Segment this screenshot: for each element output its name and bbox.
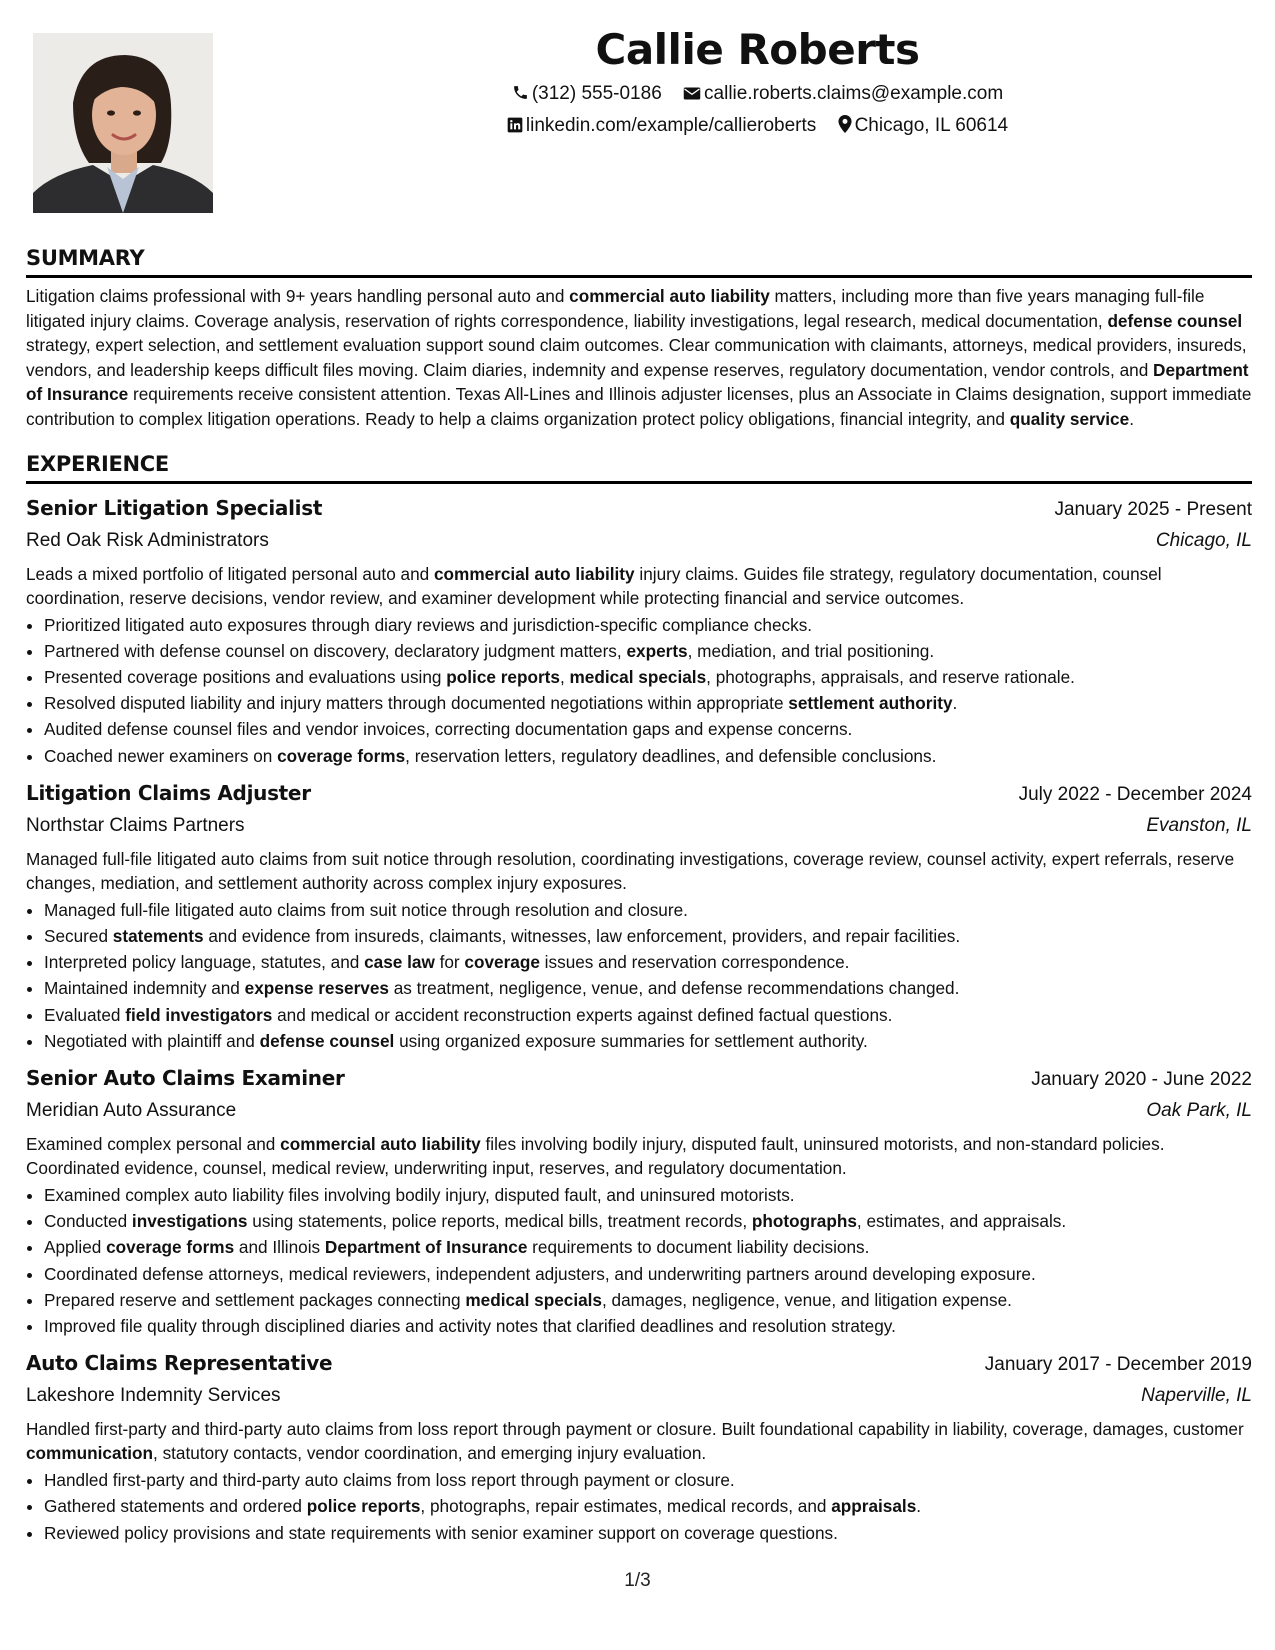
summary-text: . bbox=[1129, 408, 1134, 429]
job-dates: July 2022 - December 2024 bbox=[1018, 783, 1252, 805]
bullet-item bbox=[44, 1467, 1252, 1493]
bullet-keyword: coverage forms bbox=[277, 745, 406, 766]
job-header-row bbox=[26, 1347, 1252, 1381]
desc-keyword: communication bbox=[26, 1443, 154, 1464]
bullet-text: Negotiated with plaintiff and bbox=[44, 1030, 260, 1051]
bullet-keyword: coverage bbox=[464, 952, 540, 973]
bullet-item bbox=[44, 716, 1252, 742]
contact-phone[interactable] bbox=[512, 78, 662, 110]
bullet-keyword: experts bbox=[626, 640, 688, 661]
bullet-keyword: coverage forms bbox=[106, 1237, 235, 1258]
bullet-keyword: expense reserves bbox=[244, 978, 389, 999]
job-description bbox=[26, 1132, 1252, 1180]
bullet-item bbox=[44, 1028, 1252, 1054]
bullet-item bbox=[44, 1002, 1252, 1028]
summary-heading: SUMMARY bbox=[26, 244, 1252, 278]
bullet-item bbox=[44, 1234, 1252, 1260]
bullet-item bbox=[44, 1182, 1252, 1208]
summary-text: matters, including more than five years managing full-file litigated injury claims. Coverage analysis, reservation of rights correspondence, liability investigations, legal research, medical documentation, bbox=[26, 286, 1205, 331]
job-entry bbox=[26, 1347, 1252, 1546]
bullet-text: Prepared reserve and settlement packages connecting bbox=[44, 1289, 466, 1310]
bullet-keyword: investigations bbox=[131, 1211, 248, 1232]
bullet-keyword: medical specials bbox=[465, 1289, 602, 1310]
bullet-text: Coordinated defense attorneys, medical reviewers, independent adjusters, and underwriting partners around developing exposure. bbox=[44, 1263, 1036, 1284]
job-header-row bbox=[26, 492, 1252, 526]
summary-keyword: Department of Insurance bbox=[26, 359, 1249, 405]
job-company-row bbox=[26, 1096, 1252, 1126]
envelope-icon bbox=[683, 86, 701, 101]
bullet-text: Gathered statements and ordered bbox=[44, 1496, 307, 1517]
job-description bbox=[26, 847, 1252, 895]
bullet-text: , bbox=[559, 666, 570, 687]
job-bullets bbox=[26, 612, 1252, 769]
bullet-text: Handled first-party and third-party auto claims from loss report through payment or closure. bbox=[44, 1470, 735, 1491]
bullet-keyword: field investigators bbox=[125, 1004, 273, 1025]
bullet-text: and evidence from insureds, claimants, witnesses, law enforcement, providers, and repair facilities. bbox=[203, 925, 961, 946]
bullet-item bbox=[44, 1520, 1252, 1546]
contact-location bbox=[838, 110, 1009, 142]
bullet-text: Maintained indemnity and bbox=[44, 978, 245, 999]
bullet-item bbox=[44, 743, 1252, 769]
bullet-item bbox=[44, 1287, 1252, 1313]
bullet-item bbox=[44, 1261, 1252, 1287]
linkedin-text: linkedin.com/example/callieroberts bbox=[525, 115, 817, 136]
bullet-text: Coached newer examiners on bbox=[44, 745, 278, 766]
desc-text: Handled first-party and third-party auto claims from loss report through payment or closure. Built foundational capability in liability, coverage, damages, customer bbox=[26, 1419, 1244, 1440]
bullet-text: , damages, negligence, venue, and litigation expense. bbox=[602, 1289, 1012, 1310]
job-location: Oak Park, IL bbox=[1146, 1100, 1252, 1121]
experience-list bbox=[26, 492, 1252, 1546]
job-title: Senior Litigation Specialist bbox=[26, 495, 323, 520]
job-dates: January 2020 - June 2022 bbox=[1031, 1069, 1252, 1090]
bullet-text: Resolved disputed liability and injury matters through documented negotiations within appropriate bbox=[44, 693, 789, 714]
job-header-row bbox=[26, 1062, 1252, 1096]
map-pin-icon bbox=[838, 115, 852, 133]
bullet-text: , photographs, appraisals, and reserve rationale. bbox=[706, 666, 1075, 687]
bullet-item bbox=[44, 923, 1252, 949]
bullet-keyword: Department of Insurance bbox=[324, 1237, 528, 1258]
phone-icon bbox=[512, 84, 529, 101]
job-location: Chicago, IL bbox=[1155, 529, 1252, 551]
bullet-text: , photographs, repair estimates, medical records, and bbox=[420, 1496, 832, 1517]
job-title: Auto Claims Representative bbox=[26, 1351, 333, 1376]
job-bullets bbox=[26, 1182, 1252, 1339]
job-title: Litigation Claims Adjuster bbox=[26, 780, 311, 805]
bullet-item bbox=[44, 638, 1252, 664]
job-description bbox=[26, 562, 1252, 610]
bullet-text: using organized exposure summaries for settlement authority. bbox=[394, 1030, 868, 1051]
bullet-text: Presented coverage positions and evaluations using bbox=[44, 666, 447, 687]
contact-line-1 bbox=[240, 78, 1275, 110]
summary-text: strategy, expert selection, and settlement evaluation support sound claim outcomes. Clear communication with claimants, attorneys, medical providers, insureds, vendors, and leadership keeps difficult files moving. Claim diaries, indemnity and expense reserves, regulatory documentation, vendor controls, and bbox=[26, 335, 1247, 380]
bullet-text: Conducted bbox=[44, 1211, 132, 1232]
bullet-text: issues and reservation correspondence. bbox=[539, 952, 850, 973]
bullet-text: . bbox=[916, 1496, 922, 1517]
desc-text: files involving bodily injury, disputed fault, uninsured motorists, and non-standard policies. Coordinated evidence, counsel, medical review, underwriting input, reserves, and regulatory documentation. bbox=[26, 1134, 1165, 1178]
desc-text: injury claims. Guides file strategy, regulatory documentation, counsel coordination, reserve decisions, vendor review, and examiner development while protecting financial and service outcomes. bbox=[26, 563, 1162, 608]
bullet-keyword: police reports bbox=[446, 666, 560, 687]
job-location: Naperville, IL bbox=[1141, 1385, 1252, 1407]
contact-line-2 bbox=[240, 110, 1275, 142]
bullet-text: and medical or accident reconstruction experts against defined factual questions. bbox=[272, 1004, 893, 1025]
bullet-item bbox=[44, 1208, 1252, 1234]
bullet-text: requirements to document liability decisions. bbox=[527, 1237, 870, 1258]
job-company-row bbox=[26, 526, 1252, 556]
portrait-illustration bbox=[33, 33, 213, 213]
bullet-text: , mediation, and trial positioning. bbox=[687, 640, 935, 661]
job-entry bbox=[26, 1062, 1252, 1339]
job-bullets bbox=[26, 897, 1252, 1054]
profile-photo bbox=[33, 33, 213, 213]
bullet-item bbox=[44, 975, 1252, 1001]
resume-header bbox=[240, 22, 1275, 142]
job-dates: January 2017 - December 2019 bbox=[984, 1354, 1252, 1376]
bullet-item bbox=[44, 1313, 1252, 1339]
summary-paragraph bbox=[26, 284, 1252, 432]
bullet-text: for bbox=[434, 952, 465, 973]
job-company: Meridian Auto Assurance bbox=[26, 1100, 237, 1121]
bullet-text: Reviewed policy provisions and state requirements with senior examiner support on coverage questions. bbox=[44, 1522, 838, 1543]
bullet-text: as treatment, negligence, venue, and defense recommendations changed. bbox=[388, 978, 960, 999]
bullet-keyword: settlement authority bbox=[788, 693, 953, 714]
job-header-row bbox=[26, 777, 1252, 811]
bullet-keyword: appraisals bbox=[831, 1496, 917, 1517]
summary-keyword: defense counsel bbox=[1107, 310, 1243, 331]
bullet-text: Partnered with defense counsel on discovery, declaratory judgment matters, bbox=[44, 640, 627, 661]
job-bullets bbox=[26, 1467, 1252, 1546]
email-text: callie.roberts.claims@example.com bbox=[704, 83, 1004, 104]
job-company-row bbox=[26, 811, 1252, 841]
bullet-text: , estimates, and appraisals. bbox=[856, 1211, 1067, 1232]
experience-heading: EXPERIENCE bbox=[26, 450, 1252, 484]
bullet-keyword: case law bbox=[364, 952, 435, 973]
bullet-text: , reservation letters, regulatory deadlines, and defensible conclusions. bbox=[405, 745, 937, 766]
job-company: Lakeshore Indemnity Services bbox=[26, 1385, 281, 1407]
bullet-item bbox=[44, 1493, 1252, 1519]
job-dates: January 2025 - Present bbox=[1054, 498, 1252, 520]
resume-body bbox=[26, 244, 1252, 1546]
bullet-keyword: photographs bbox=[751, 1211, 857, 1232]
bullet-keyword: statements bbox=[112, 925, 204, 946]
job-company-row bbox=[26, 1381, 1252, 1411]
bullet-item bbox=[44, 612, 1252, 638]
bullet-item bbox=[44, 664, 1252, 690]
bullet-item bbox=[44, 897, 1252, 923]
bullet-text: using statements, police reports, medical bills, treatment records, bbox=[247, 1211, 752, 1232]
job-entry bbox=[26, 777, 1252, 1054]
page-number: 1/3 bbox=[624, 1570, 651, 1591]
job-company: Red Oak Risk Administrators bbox=[26, 529, 269, 551]
desc-text: Managed full-file litigated auto claims from suit notice through resolution, coordinating investigations, coverage review, counsel activity, expert referrals, reserve changes, mediation, and settlement authority across complex injury exposures. bbox=[26, 848, 1235, 893]
candidate-name: Callie Roberts bbox=[595, 25, 920, 74]
bullet-text: Secured bbox=[44, 925, 113, 946]
bullet-text: and Illinois bbox=[234, 1237, 325, 1258]
linkedin-icon bbox=[507, 117, 523, 133]
bullet-keyword: medical specials bbox=[569, 666, 707, 687]
summary-keyword: commercial auto liability bbox=[569, 286, 770, 306]
desc-text: , statutory contacts, vendor coordination, and emerging injury evaluation. bbox=[153, 1443, 707, 1464]
bullet-text: Managed full-file litigated auto claims from suit notice through resolution and closure. bbox=[44, 899, 688, 920]
desc-text: Leads a mixed portfolio of litigated personal auto and bbox=[26, 563, 434, 584]
bullet-text: Improved file quality through disciplined diaries and activity notes that clarified deadlines and resolution strategy. bbox=[44, 1316, 896, 1337]
bullet-item bbox=[44, 949, 1252, 975]
bullet-text: . bbox=[952, 693, 958, 714]
summary-text: requirements receive consistent attention. Texas All-Lines and Illinois adjuster licenses, plus an Associate in Claims designation, support immediate contribution to complex litigation operations. Ready to help a claims organization protect policy obligations, financial integrity, and bbox=[26, 384, 1252, 429]
job-location: Evanston, IL bbox=[1146, 814, 1252, 836]
bullet-item bbox=[44, 690, 1252, 716]
phone-text: (312) 555-0186 bbox=[531, 83, 662, 104]
bullet-text: Prioritized litigated auto exposures through diary reviews and jurisdiction-specific compliance checks. bbox=[44, 614, 813, 635]
desc-text: Examined complex personal and bbox=[26, 1134, 281, 1154]
bullet-keyword: police reports bbox=[306, 1496, 421, 1517]
summary-keyword: quality service bbox=[1009, 408, 1130, 429]
job-description bbox=[26, 1417, 1252, 1465]
job-title: Senior Auto Claims Examiner bbox=[26, 1066, 345, 1090]
bullet-text: Interpreted policy language, statutes, and bbox=[44, 952, 365, 973]
desc-keyword: commercial auto liability bbox=[280, 1134, 481, 1154]
job-company: Northstar Claims Partners bbox=[26, 814, 245, 836]
location-text: Chicago, IL 60614 bbox=[854, 115, 1009, 136]
desc-keyword: commercial auto liability bbox=[434, 563, 635, 584]
contact-linkedin[interactable] bbox=[507, 110, 816, 142]
job-entry bbox=[26, 492, 1252, 769]
bullet-text: Evaluated bbox=[44, 1004, 126, 1025]
summary-text: Litigation claims professional with 9+ years handling personal auto and bbox=[26, 286, 570, 306]
bullet-text: Audited defense counsel files and vendor invoices, correcting documentation gaps and expense concerns. bbox=[44, 719, 853, 740]
contact-email[interactable] bbox=[683, 78, 1003, 110]
bullet-text: Examined complex auto liability files involving bodily injury, disputed fault, and uninsured motorists. bbox=[44, 1185, 795, 1205]
bullet-text: Applied bbox=[44, 1237, 107, 1258]
bullet-keyword: defense counsel bbox=[259, 1030, 395, 1051]
